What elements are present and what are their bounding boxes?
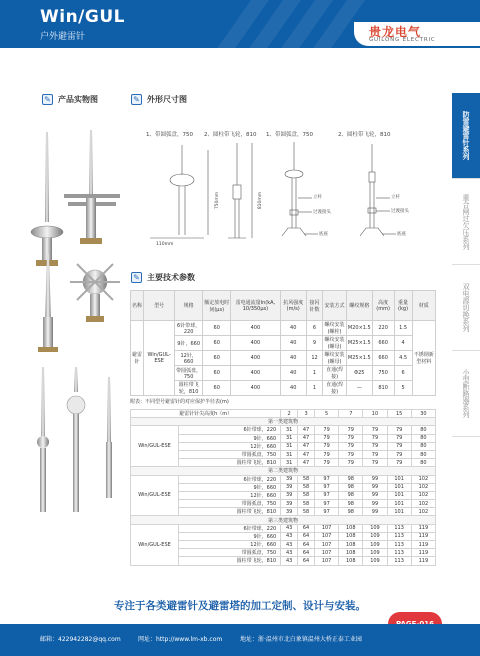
table-row: 12针，660 39 58 97 98 99 101 102 — [131, 491, 436, 499]
slogan: 专注于各类避雷针及避雷塔的加工定制、设计与安装。 — [114, 600, 366, 612]
table-row: 圆柱带飞轮，810 43 64 107 108 109 113 119 — [131, 557, 436, 565]
spec-col-header: 安装方式 — [323, 291, 347, 321]
dim-height-750: 750mm — [215, 191, 221, 210]
table-row: 9针，660 31 47 79 79 79 79 80 — [131, 434, 436, 442]
height-label: 避雷针针尖高度h（m） — [131, 410, 281, 418]
multi-needle-photo — [64, 130, 120, 244]
spec-col-header: 抗风强度(m/s) — [280, 291, 306, 321]
rod-disc-photo — [31, 132, 63, 266]
footer-email[interactable]: 邮箱：422942282@qq.com — [40, 636, 121, 643]
table-row: 带圆弧盘，750 39 58 97 98 99 101 102 — [131, 500, 436, 508]
table-row: 12针，660 43 64 107 108 109 113 119 — [131, 541, 436, 549]
footer-address: 地址：浙·温州市北白象镇温州大桥正泰工业园 — [240, 636, 362, 643]
table-row: 圆柱带飞轮，810 60 400 40 1 直通(焊接) — 810 5 — [131, 381, 436, 396]
spec-col-header: 重量(kg) — [394, 291, 412, 321]
class-row: 第二类建筑物 — [131, 467, 436, 475]
callout-pole-1: 立杆 — [313, 195, 322, 200]
dim-label-1: 1、带圆弧盘，750 — [146, 132, 193, 138]
spec-col-header: 型号 — [144, 291, 175, 321]
callout-base-1: 底座 — [319, 232, 328, 237]
table-row: 带圆弧盘，750 31 47 79 79 79 79 80 — [131, 450, 436, 458]
table-row: Win/GUL-ESE 6针带球，220 43 64 107 108 109 113 119 — [131, 524, 436, 532]
table-row: 9针，660 43 64 107 108 109 113 119 — [131, 532, 436, 540]
protection-table-caption: 附表：不同型号避雷针的对应保护半径表(m) — [130, 399, 229, 405]
brand-name-en: GUILONG ELECTRIC — [369, 37, 436, 43]
dim-label-4: 2、圆柱带飞轮，810 — [338, 132, 391, 138]
spec-product-name: 避雷针 — [131, 321, 144, 396]
spec-header-row — [131, 291, 436, 321]
three-rods-photo — [37, 367, 112, 512]
table-row: 12针，660 60 400 40 12 螺纹安装(螺母) M25×1.5 660 4.5 — [131, 351, 436, 366]
pencil-icon: ✎ — [131, 94, 142, 105]
brand-name-cn: 贵龙电气 — [369, 25, 422, 39]
spec-material: 不锈钢新型材料 — [412, 321, 435, 396]
side-tab-breaker[interactable]: 小型断路器系列 — [452, 351, 480, 437]
spec-col-header: 高度(mm) — [372, 291, 394, 321]
table-row: 12针，660 31 47 79 79 79 79 80 — [131, 442, 436, 450]
side-tab-recloser[interactable]: 重合闸过欠压系列 — [452, 179, 480, 265]
callout-pole-2: 立杆 — [391, 195, 400, 200]
section-photo-title: ✎ 产品实物图 — [42, 94, 98, 105]
pencil-icon: ✎ — [131, 272, 142, 283]
footer-website[interactable]: 网址：http://www.lm-xb.com — [138, 636, 223, 643]
height-row: 避雷针针尖高度h（m） 2 3 5 7 10 15 30 — [131, 410, 436, 418]
spec-col-header: 额定放电时间(μs) — [203, 291, 231, 321]
spec-model: Win/GUL-ESE — [144, 321, 175, 396]
table-row: 圆柱带飞轮，810 39 58 97 98 99 101 102 — [131, 508, 436, 516]
side-category-nav — [452, 93, 480, 437]
spec-col-header: 规格 — [175, 291, 203, 321]
callout-base-2: 底座 — [397, 232, 406, 237]
dim-height-810: 810mm — [258, 191, 264, 210]
spec-table — [130, 290, 436, 396]
dim-label-3: 1、带圆弧盘，750 — [266, 132, 313, 138]
dim-label-2: 2、圆柱带飞轮，810 — [204, 132, 257, 138]
spec-col-header: 接闪针数 — [306, 291, 322, 321]
table-row: 圆柱带飞轮，810 31 47 79 79 79 79 80 — [131, 459, 436, 467]
product-photos — [20, 112, 130, 582]
side-tab-lightning[interactable]: 防雷避雷针系列 — [452, 93, 480, 179]
table-row: 9针，660 39 58 97 98 99 101 102 — [131, 483, 436, 491]
class-row: 第一类建筑物 — [131, 418, 436, 426]
pencil-icon: ✎ — [42, 94, 53, 105]
table-row: 9针，660 60 400 40 9 螺纹安装(螺母) M25×1.5 660 4 — [131, 336, 436, 351]
table-row: 避雷针 Win/GUL-ESE 6针带球，220 60 400 40 6 螺纹安装(螺栓) M20×1.5 220 1.5 不锈钢新型材料 — [131, 321, 436, 336]
product-subtitle: 户外避雷针 — [40, 32, 86, 42]
table-row: 带圆弧盘，750 43 64 107 108 109 113 119 — [131, 549, 436, 557]
spec-col-header: 材质 — [412, 291, 435, 321]
ball-rod-photo — [38, 254, 120, 352]
product-title: Win/GUL — [40, 7, 125, 27]
table-row: Win/GUL-ESE 6针带球，220 39 58 97 98 99 101 102 — [131, 475, 436, 483]
class-row: 第三类建筑物 — [131, 516, 436, 524]
page-footer — [0, 624, 480, 656]
spec-col-header: 雷电通流量In(kA, 10/350μs) — [231, 291, 280, 321]
callout-joint-1: 过渡接头 — [313, 210, 331, 215]
section-params-title: ✎ 主要技术参数 — [131, 272, 195, 283]
section-dimension-title: ✎ 外形尺寸图 — [131, 94, 187, 105]
table-row: 带圆弧盘，750 60 400 40 1 直通(焊接) Φ25 750 6 — [131, 366, 436, 381]
side-tab-dual-power[interactable]: 双电源切换系列 — [452, 265, 480, 351]
protection-table — [130, 409, 436, 566]
callout-joint-2: 过渡接头 — [391, 209, 409, 214]
table-row: Win/GUL-ESE 6针带球，220 31 47 79 79 79 79 80 — [131, 426, 436, 434]
dimension-drawings — [132, 140, 448, 260]
spec-col-header: 螺纹规格 — [346, 291, 372, 321]
spec-col-header: 名称 — [131, 291, 144, 321]
dim-width-110: 110mm — [156, 242, 174, 247]
